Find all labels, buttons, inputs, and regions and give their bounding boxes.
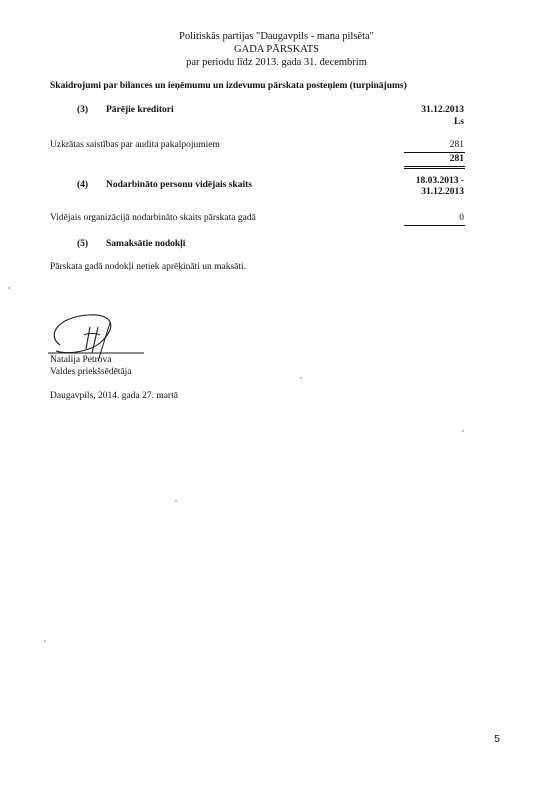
double-underline-top — [404, 166, 465, 167]
value-underline — [404, 225, 465, 226]
place-and-date: Daugavpils, 2014. gada 27. martā — [50, 391, 178, 401]
section-title: Skaidrojumi par bilances un ieņēmumu un izdevumu pārskata posteņiem (turpinājums) — [50, 81, 407, 91]
note-5-number: (5) — [77, 239, 89, 249]
note-3-row-value: 281 — [449, 140, 464, 150]
note-3-column-unit: Ls — [453, 117, 464, 127]
note-4-title: Nodarbināto personu vidējais skaits — [106, 180, 252, 190]
note-3-number: (3) — [77, 105, 89, 115]
scan-speck — [8, 287, 10, 289]
signatory-role: Valdes priekšsēdētāja — [50, 367, 132, 377]
note-4-column-line-1: 18.03.2013 - — [415, 176, 464, 186]
note-3-column-date: 31.12.2013 — [421, 105, 464, 115]
page-number: 5 — [494, 733, 500, 745]
report-period: par periodu līdz 2013. gada 31. decembrim — [186, 57, 367, 68]
note-5-title: Samaksātie nodokļi — [106, 239, 186, 249]
note-4-row-value: 0 — [459, 213, 464, 223]
note-3-title: Pārējie kreditori — [106, 105, 174, 115]
scan-speck — [300, 377, 302, 379]
note-3-row-label: Uzkrātas saistības par audita pakalpojumiem — [50, 140, 220, 150]
double-underline-bottom — [404, 168, 465, 169]
signatory-name: Natalija Petrova — [50, 355, 112, 365]
report-title: GADA PĀRSKATS — [234, 44, 319, 55]
note-4-row-label: Vidējais organizācijā nodarbināto skaits pārskata gadā — [50, 213, 256, 223]
scan-speck — [44, 640, 46, 642]
org-name: Politiskās partijas "Daugavpils - mana pilsēta" — [179, 31, 374, 42]
note-3-total: 281 — [449, 154, 464, 164]
scan-speck — [175, 500, 177, 502]
note-4-number: (4) — [77, 180, 89, 190]
note-4-column-line-2: 31.12.2013 — [421, 187, 464, 197]
note-5-text: Pārskata gadā nodokļi netiek aprēķināti un maksāti. — [50, 262, 247, 272]
scan-speck — [462, 430, 464, 432]
